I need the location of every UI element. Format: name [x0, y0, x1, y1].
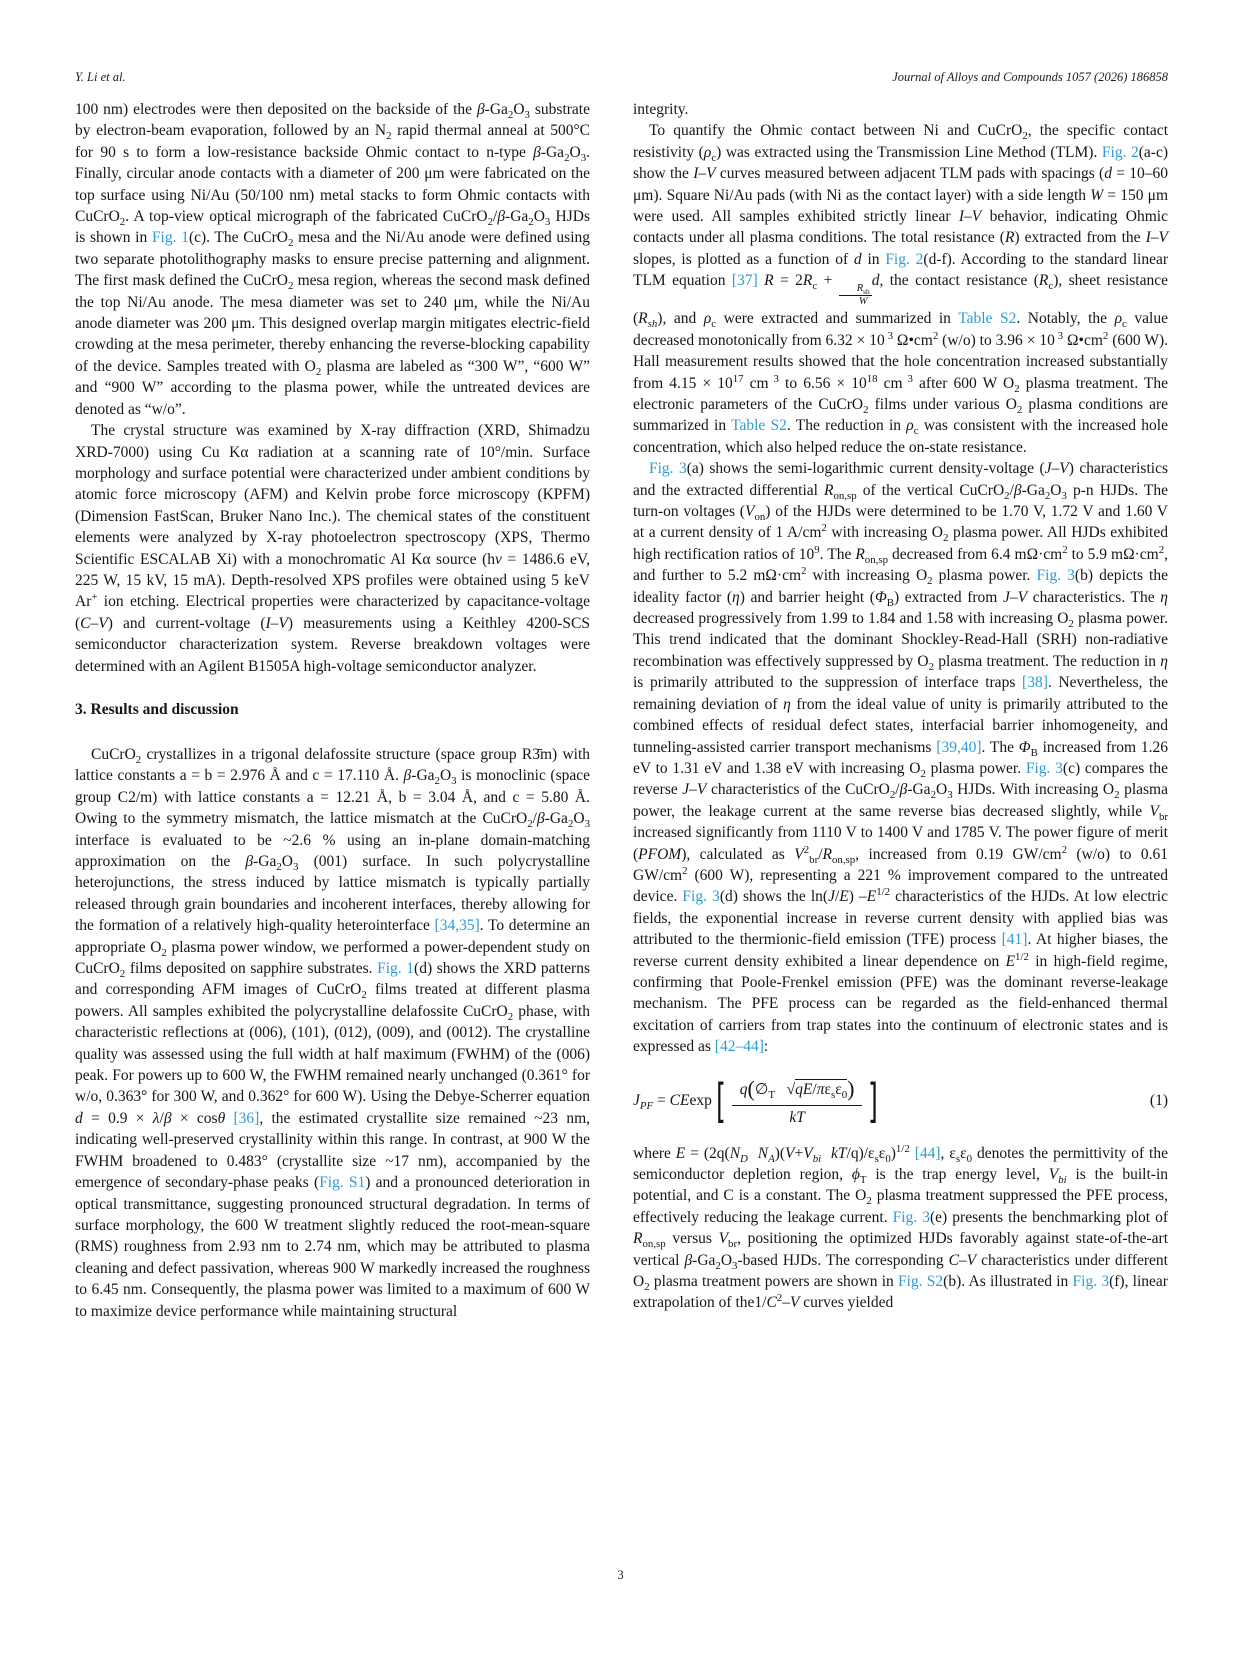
reference-link[interactable]: Fig. 3: [892, 1208, 931, 1226]
reference-link[interactable]: [37]: [731, 272, 758, 290]
reference-link[interactable]: [38]: [1022, 674, 1048, 692]
reference-link[interactable]: Fig. S2: [898, 1273, 944, 1291]
reference-link[interactable]: [34,35]: [434, 917, 480, 935]
page-number: 3: [617, 1568, 624, 1582]
page-content: [0, 85, 1241, 1322]
reference-link[interactable]: Fig. 3: [649, 460, 687, 478]
page-footer: [0, 1568, 1241, 1583]
reference-link[interactable]: [36]: [233, 1109, 260, 1127]
reference-link[interactable]: Fig. 3: [1072, 1273, 1110, 1291]
left-column: [75, 99, 590, 1322]
reference-link[interactable]: [39,40]: [936, 738, 982, 756]
paragraph: The crystal structure was examined by X-ray diffraction (XRD, Shimadzu XRD-7000) using Cu Kα radiation at a scanning rate of 10°/min. Surface morphology and surface potential were characterized under ambient conditions by atomic force microscopy (AFM) and Kelvin probe force microscopy (KPFM) (Dimension FastScan, Bruker Nano Inc.). The chemical states of the constituent elements were analyzed by X-ray photoelectron spectroscopy (XPS, Thermo Scientific ESCALAB Xi) with a monochromatic Al Kα source (hν = 1486.6 eV, 225 W, 15 kV, 15 mA). Depth-resolved XPS profiles were obtained using 5 keV Ar+ ion etching. Electrical properties were characterized by capacitance-voltage (C–V) and current-voltage (I–V) measurements using a Keithley 4200-SCS semiconductor characterization system. Reverse breakdown voltages were determined with an Agilent B1505A high-voltage semiconductor analyzer.: [75, 422, 590, 675]
equation-number: (1): [1149, 1092, 1168, 1110]
running-header: [0, 0, 1241, 85]
reference-link[interactable]: [44]: [914, 1144, 941, 1162]
paragraph: where $E = (2q(N_D$ $N_A)(V+V_{bi}$ $kT/q)/\varepsilon_s\varepsilon_0)^{1/2}$ [44], $\varepsilon_s\varepsilon_0$ denotes the permittivity of the semiconductor depletion region, $\phi_T$ is the trap energy level, $V_{bi}$ is the built-in potential, and C is a constant. The $O_2$ plasma treatment suppressed the PFE process, effectively reducing the leakage current. Fig. 3(e) presents the benchmarking plot of $R_{on,sp}$ versus $V_{br}$, positioning the optimized HJDs favorably against state-of-the-art vertical $\beta-Ga_2O_3$-based HJDs. The corresponding C–V characteristics under different $O_2$ plasma treatment powers are shown in Fig. S2(b). As illustrated in Fig. 3(f), linear extrapolation of $the1/C^2-V$ curves yielded: [633, 1142, 1169, 1312]
reference-link[interactable]: Fig. 2: [885, 250, 924, 268]
header-authors: Y. Li et al.: [75, 70, 126, 84]
reference-link[interactable]: Table S2: [958, 310, 1017, 328]
reference-link[interactable]: Fig. 1: [151, 229, 189, 247]
reference-link[interactable]: Fig. 3: [682, 888, 720, 906]
radical-sign: √: [786, 1080, 796, 1098]
reference-link[interactable]: [41]: [1001, 931, 1028, 949]
reference-link[interactable]: Fig. 3: [1025, 759, 1063, 777]
reference-link[interactable]: Fig. 2: [1101, 143, 1139, 161]
reference-link[interactable]: Table S2: [731, 417, 787, 435]
reference-link[interactable]: Fig. 3: [1036, 567, 1075, 585]
section-heading-results: 3. Results and discussion: [75, 700, 239, 718]
paragraph: Fig. 3(a) shows the semi-logarithmic current density-voltage (J–V) characteristics and the extracted differential $R_{on,sp}$ of the vertical $CuCrO_2/\beta-Ga_2O_3$ p-n HJDs. The turn-on voltages $(V_{on})$ of the HJDs were determined to be 1.70 V, 1.72 V and 1.60 V at a current density of 1 $A/cm^2$ with increasing $O_2$ plasma power. All HJDs exhibited high rectification ratios of $10^9$. The $R_{on,sp}$ decreased from 6.4 $m\Omega\cdot cm^2$ to 5.9 $m\Omega\cdot cm^2$, and further to 5.2 $m\Omega\cdot cm^2$ with increasing $O_2$ plasma power. Fig. 3(b) depicts the ideality factor (η) and barrier height $(\Phi_B)$ extracted from J–V characteristics. The η decreased progressively from 1.99 to 1.84 and 1.58 with increasing $O_2$ plasma power. This trend indicated that the dominant Shockley-Read-Hall (SRH) non-radiative recombination was effectively suppressed by $O_2$ plasma treatment. The reduction in η is primarily attributed to the suppression of interface traps [38]. Nevertheless, the remaining deviation of η from the ideal value of unity is primarily attributed to the combined effects of residual defect states, interfacial barrier inhomogeneity, and tunneling-assisted carrier transport mechanisms [39,40]. The $\Phi_B$ increased from 1.26 eV to 1.31 eV and 1.38 eV with increasing $O_2$ plasma power. Fig. 3(c) compares the reverse J–V characteristics of the $CuCrO_2/\beta-Ga_2O_3$ HJDs. With increasing $O_2$ plasma power, the leakage current at the same reverse bias decreased slightly, while $V_{br}$ increased significantly from 1110 V to 1400 V and 1785 V. The power figure of merit (PFOM), calculated as $V^2_{br}/R_{on,sp}$, increased from 0.19 $GW/cm^2$ (w/o) to 0.61 $GW/cm^2$ (600 W), representing a 221 % improvement compared to the untreated device. Fig. 3(d) shows the ln(J/E) $-E^{1/2}$ characteristics of the HJDs. At low electric fields, the exponential increase in reverse current density with applied bias was attributed to the thermionic-field emission (TFE) process [41]. At higher biases, the reverse current density exhibited a linear dependence on $E^{1/2}$ in high-field regime, confirming that Poole-Frenkel emission (PFE) was the dominant reverse-leakage mechanism. The PFE process can be regarded as the field-enhanced thermal excitation of carriers from trap states into the continuum of electronic states and is expressed as [42–44]:: [633, 460, 1169, 1056]
equation-body: $J_{PF} = CEexp$ [ $\frac{q(\emptyset_T √qE/\pi\varepsilon_s\varepsilon_0)}{kT}$ ]: [633, 1073, 879, 1128]
paragraph: To quantify the Ohmic contact between Ni and CuCrO$_2$, the specific contact resistivity $(\rho_c)$ was extracted using the Transmission Line Method (TLM). Fig. 2(a-c) show the I–V curves measured between adjacent TLM pads with spacings (d = 10–60 μm). Square Ni/Au pads (with Ni as the contact layer) with a side length W = 150 μm were used. All samples exhibited strictly linear I–V behavior, indicating Ohmic contacts under all plasma conditions. The total resistance (R) extracted from the I–V slopes, is plotted as a function of d in Fig. 2(d-f). According to the standard linear TLM equation [37] $R = 2R_c$ + $\frac{R_{sh}}{W}$ d, the contact resistance $(R_c)$, sheet resistance $(R_{sh})$, and $\rho_c$ were extracted and summarized in Table S2. Notably, the $\rho_c$ value decreased monotonically from 6.32 × 10 $^3$ $\Omega•cm^2$ (w/o) to 3.96 × 10 $^3$ $\Omega•cm^2$ (600 W). Hall measurement results showed that the hole concentration increased substantially from $4.15 \times 10^{17}$ cm $^3$ to $6.56 \times 10^{18}$ cm $^3$ after 600 W $O_2$ plasma treatment. The electronic parameters of the CuCrO$_2$ films under various $O_2$ plasma conditions are summarized in Table S2. The reduction in $\rho_c$ was consistent with the increased hole concentration, which also helped reduce the on-state resistance.: [633, 122, 1169, 456]
right-column: [633, 99, 1168, 1322]
paragraph: 100 nm) electrodes were then deposited on the backside of the $\beta-Ga_2O_3$ substrate by electron-beam evaporation, followed by an $N_2$ rapid thermal anneal at 500°C for 90 s to form a low-resistance backside Ohmic contact to n-type $\beta-Ga_2O_3$. Finally, circular anode contacts with a diameter of 200 μm were fabricated on the top surface using Ni/Au (50/100 nm) metal stacks to form Ohmic contacts with CuCrO$_2$. A top-view optical micrograph of the fabricated $CuCrO_2/\beta-Ga_2O_3$ HJDs is shown in Fig. 1(c). The CuCrO$_2$ mesa and the Ni/Au anode were defined using two separate photolithography masks to ensure precise patterning and alignment. The first mask defined the CuCrO$_2$ mesa region, whereas the second mask defined the top Ni/Au anode. The mesa diameter was set to 240 μm, while the Ni/Au anode diameter was 200 μm. This designed overlap margin mitigates electric-field crowding at the mesa perimeter, thereby enhancing the reverse-blocking capability of the device. Samples treated with $O_2$ plasma are labeled as “300 W”, “600 W” and “900 W” according to the plasma power, while the untreated devices are denoted as “w/o”.: [75, 101, 591, 418]
reference-link[interactable]: [42–44]: [714, 1038, 764, 1056]
header-journal-title: Journal of Alloys and Compounds 1057 (2026) 186858: [892, 70, 1168, 84]
equation-1: [633, 1073, 1168, 1128]
paragraph: CuCrO$_2$ crystallizes in a trigonal delafossite structure (space group R3̄m) with lattice constants a = b = 2.976 Å and c = 17.110 Å. $\beta-Ga_2O_3$ is monoclinic (space group C2/m) with lattice constants a = 12.21 Å, b = 3.04 Å, and c = 5.80 Å. Owing to the symmetry mismatch, the lattice mismatch at the $CuCrO_2/\beta-Ga_2O_3$ interface is evaluated to be ~2.6 % using an in-plane domain-matching approximation on the $\beta-Ga_2O_3$ (001) surface. In such polycrystalline heterojunctions, the stress induced by lattice mismatch is typically partially released through grain boundaries and incoherent interfaces, thereby allowing for the formation of a relatively high-quality heterointerface [34,35]. To determine an appropriate $O_2$ plasma power window, we performed a power-dependent study on CuCrO$_2$ films deposited on sapphire substrates. Fig. 1(d) shows the XRD patterns and corresponding AFM images of CuCrO$_2$ films treated at different plasma powers. All samples exhibited the polycrystalline delafossite CuCrO$_2$ phase, with characteristic reflections at (006), (101), (012), (009), and (0012). The crystalline quality was assessed using the full width at half maximum (FWHM) of the (006) peak. For powers up to 600 W, the FWHM remained nearly unchanged (0.361° for w/o, 0.363° for 300 W, and 0.362° for 600 W). Using the Debye-Scherrer equation d = 0.9 × λ/β × cosθ [36], the estimated crystallite size remained ~23 nm, indicating well-preserved crystallinity within this range. In contrast, at 900 W the FWHM broadened to 0.483° (crystallite size ~17 nm), accompanied by the emergence of secondary-phase peaks (Fig. S1) and a pronounced deterioration in optical transmittance, suggesting pronounced structural degradation. In terms of surface morphology, the 600 W treatment slightly reduced the root-mean-square (RMS) roughness from 2.93 nm to 2.74 nm, which may be attributed to plasma cleaning and defect passivation, whereas 900 W markedly increased the roughness to 6.45 nm. Consequently, the plasma power was limited to a maximum of 600 W to maximize device performance while maintaining structural: [75, 745, 591, 1320]
paragraph: integrity.: [633, 101, 689, 118]
reference-link[interactable]: Fig. 1: [377, 960, 415, 978]
reference-link[interactable]: Fig. S1: [319, 1174, 366, 1192]
